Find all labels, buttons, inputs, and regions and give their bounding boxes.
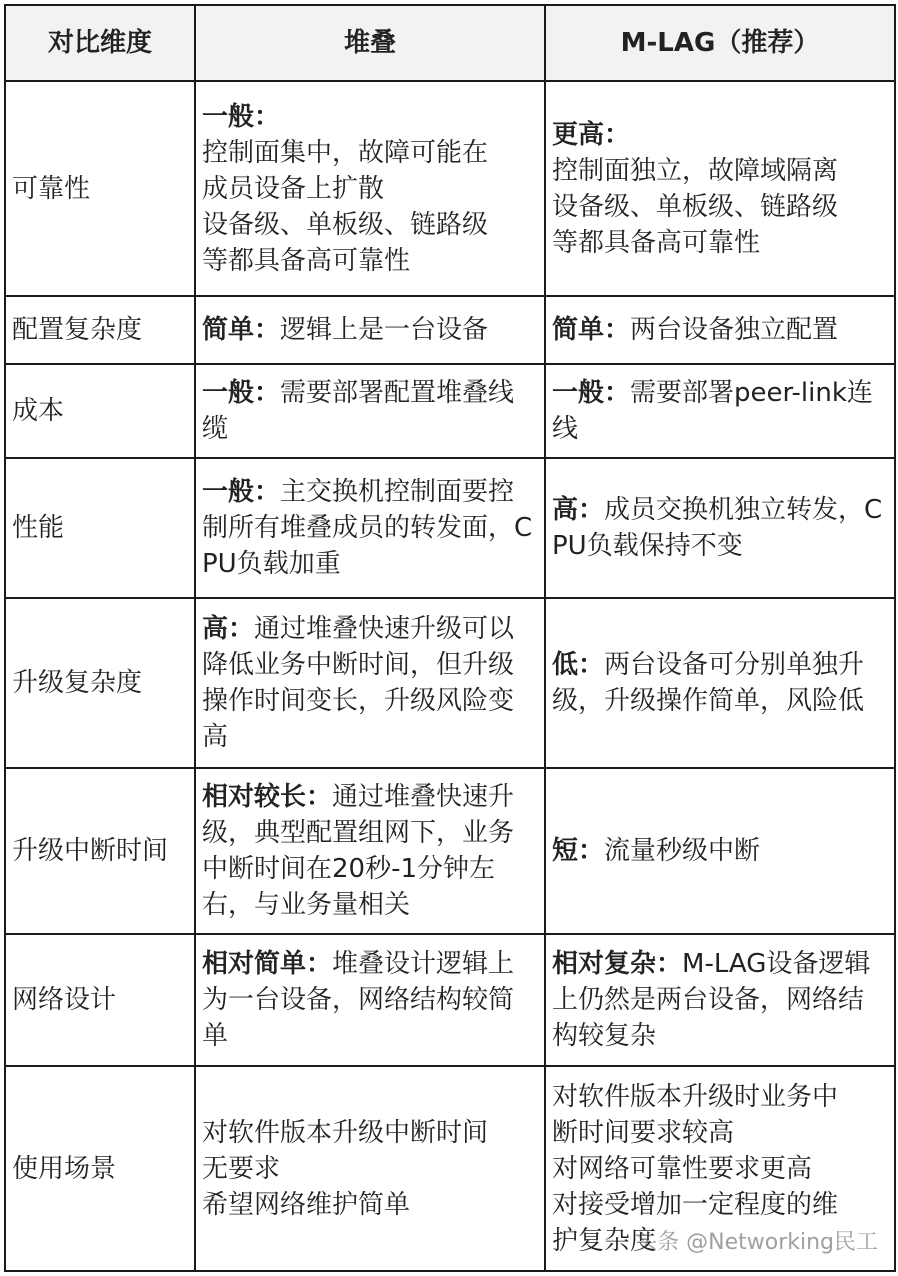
comparison-table xyxy=(4,4,896,1272)
cell-rating: 简单： xyxy=(552,315,631,345)
cell-line: 等都具备高可靠性 xyxy=(202,245,411,276)
cell-text: 堆叠设计逻辑上为一台设备，网络结构较简单 xyxy=(202,949,515,1051)
cell-line: 对软件版本升级中断时间 xyxy=(202,1117,489,1148)
header-row xyxy=(5,5,895,81)
row-dimension: 网络设计 xyxy=(5,934,195,1066)
mlag-cell xyxy=(545,296,895,364)
header-stack: 堆叠 xyxy=(195,5,545,81)
cell-text: 两台设备可分别单独升级，升级操作简单，风险低 xyxy=(552,650,865,716)
cell-rating: 简单： xyxy=(202,315,281,345)
row-dimension: 升级复杂度 xyxy=(5,598,195,768)
cell-text: 需要部署peer-link连线 xyxy=(552,378,873,444)
table-row xyxy=(5,934,895,1066)
mlag-cell xyxy=(545,81,895,296)
watermark: 头条 @Networking民工 xyxy=(635,1230,878,1255)
cell-text: 需要部署配置堆叠线缆 xyxy=(202,378,515,444)
row-dimension: 升级中断时间 xyxy=(5,768,195,934)
cell-line: 护复杂度 xyxy=(552,1225,657,1256)
cell-line: 控制面独立，故障域隔离 xyxy=(552,155,839,186)
cell-text: 两台设备独立配置 xyxy=(630,315,839,345)
cell-text: 通过堆叠快速升级可以降低业务中断时间，但升级操作时间变长，升级风险变高 xyxy=(202,614,515,752)
cell-rating: 高： xyxy=(552,495,605,525)
row-dimension: 成本 xyxy=(5,364,195,458)
stack-cell xyxy=(195,598,545,768)
cell-text: 成员交换机独立转发，CPU负载保持不变 xyxy=(552,495,883,561)
cell-line: 等都具备高可靠性 xyxy=(552,227,761,258)
cell-text: 通过堆叠快速升级，典型配置组网下，业务中断时间在20秒-1分钟左右，与业务量相关 xyxy=(202,782,515,920)
cell-line: 成员设备上扩散 xyxy=(202,173,385,204)
table-row xyxy=(5,364,895,458)
row-dimension: 可靠性 xyxy=(5,81,195,296)
stack-cell xyxy=(195,364,545,458)
mlag-cell xyxy=(545,458,895,598)
header-dimension: 对比维度 xyxy=(5,5,195,81)
table-row xyxy=(5,768,895,934)
stack-cell xyxy=(195,768,545,934)
header-mlag: M-LAG（推荐） xyxy=(545,5,895,81)
cell-line: 对网络可靠性要求更高 xyxy=(552,1153,813,1184)
mlag-cell xyxy=(545,364,895,458)
stack-cell xyxy=(195,458,545,598)
cell-line: 对软件版本升级时业务中 xyxy=(552,1081,839,1112)
cell-line: 设备级、单板级、链路级 xyxy=(552,191,839,222)
cell-rating: 低： xyxy=(552,650,605,680)
cell-line: 希望网络维护简单 xyxy=(202,1189,411,1220)
cell-line: 设备级、单板级、链路级 xyxy=(202,209,489,240)
cell-text: 主交换机控制面要控制所有堆叠成员的转发面，CPU负载加重 xyxy=(202,477,533,579)
cell-text: 逻辑上是一台设备 xyxy=(280,315,489,345)
cell-rating: 相对简单： xyxy=(202,949,333,979)
stack-cell xyxy=(195,81,545,296)
cell-line: 无要求 xyxy=(202,1153,281,1184)
row-dimension: 使用场景 xyxy=(5,1066,195,1271)
cell-rating: 更高： xyxy=(552,119,631,150)
mlag-cell xyxy=(545,598,895,768)
cell-rating: 一般： xyxy=(202,477,281,507)
cell-rating: 一般： xyxy=(552,378,631,408)
cell-rating: 短： xyxy=(552,836,605,866)
mlag-cell xyxy=(545,768,895,934)
table-row xyxy=(5,458,895,598)
stack-cell xyxy=(195,934,545,1066)
cell-text: 流量秒级中断 xyxy=(604,836,761,866)
stack-cell xyxy=(195,1066,545,1271)
cell-rating: 一般： xyxy=(202,101,281,132)
row-dimension: 性能 xyxy=(5,458,195,598)
cell-rating: 相对较长： xyxy=(202,782,333,812)
table-row xyxy=(5,81,895,296)
mlag-cell xyxy=(545,934,895,1066)
table-row xyxy=(5,296,895,364)
cell-rating: 高： xyxy=(202,614,255,644)
cell-line: 断时间要求较高 xyxy=(552,1117,735,1148)
row-dimension: 配置复杂度 xyxy=(5,296,195,364)
cell-rating: 相对复杂： xyxy=(552,949,683,979)
stack-cell xyxy=(195,296,545,364)
cell-text: M-LAG设备逻辑上仍然是两台设备，网络结构较复杂 xyxy=(552,949,871,1051)
cell-rating: 一般： xyxy=(202,378,281,408)
table-row xyxy=(5,598,895,768)
cell-line: 控制面集中，故障可能在 xyxy=(202,137,489,168)
cell-line: 对接受增加一定程度的维 xyxy=(552,1189,839,1220)
